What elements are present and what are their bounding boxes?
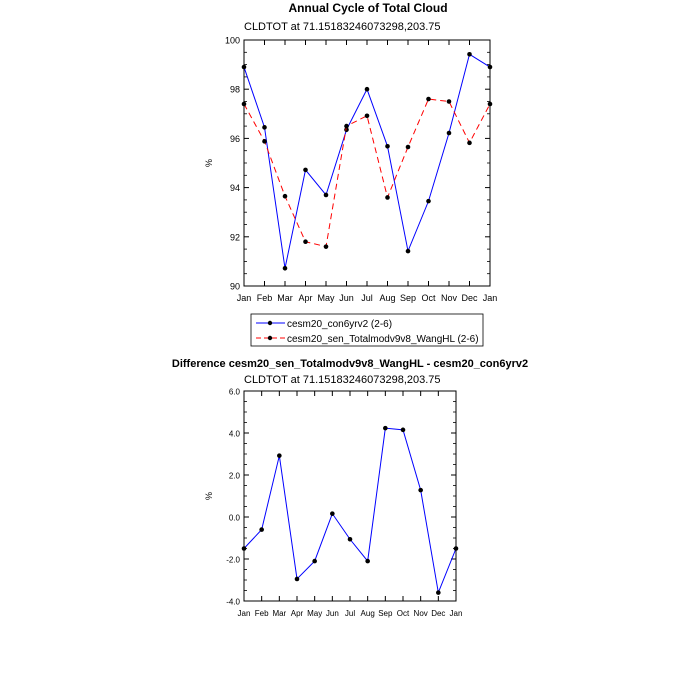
chart1-subtitle: CLDTOT at 71.15183246073298,203.75 [244, 21, 441, 33]
chart1-series-1-point [385, 144, 390, 149]
chart1-ytick-label: 92 [229, 232, 240, 243]
chart1-xtick-label: Feb [256, 293, 273, 303]
chart2-series-1-point [418, 488, 423, 493]
chart1-xtick-label: Jan [236, 293, 252, 303]
chart2-xtick-label: Jan [449, 609, 463, 618]
chart1-series-2-point [365, 113, 370, 118]
chart2-xtick-label: May [307, 609, 323, 618]
chart1-plot [204, 36, 497, 304]
chart1-ylabel: % [204, 158, 214, 168]
chart1-xtick-label: Dec [461, 293, 478, 303]
chart1-series-1-point [467, 52, 472, 57]
chart2-xtick-label: Feb [254, 609, 269, 618]
chart1-series-2-point [303, 239, 308, 244]
chart1-xtick-label: Nov [440, 293, 458, 303]
chart1-series-1-point [488, 65, 493, 70]
chart1-ytick-label: 94 [229, 183, 240, 194]
chart1-series-1-point [242, 65, 247, 70]
chart1-series-2-point [426, 97, 431, 102]
chart1-xtick-label: Jun [339, 293, 354, 303]
chart2-xtick-label: Jul [344, 609, 356, 618]
chart2-series-1-point [330, 511, 335, 516]
chart2-xtick-label: Dec [431, 609, 446, 618]
chart2-xtick-label: Nov [413, 609, 428, 618]
chart1-series-2-point [324, 244, 329, 249]
chart2-xtick-label: Oct [396, 609, 410, 618]
chart1-series-2-line [244, 99, 490, 247]
chart2-xtick-label: Aug [360, 609, 375, 618]
chart1-series-2-point [488, 102, 493, 107]
chart1-series-1-point [447, 131, 452, 136]
chart1-series-1-point [262, 125, 267, 130]
chart1-xtick-label: Mar [277, 293, 293, 303]
chart1-series-1-point [283, 266, 288, 271]
chart1-series-1-point [426, 199, 431, 204]
chart2-title: Difference cesm20_sen_Totalmodv9v8_WangHL - cesm20_con6yrv2 [171, 358, 529, 370]
chart2-series-1-point [401, 428, 406, 433]
chart1-series-2-point [447, 99, 452, 104]
chart2-series-1-point [277, 453, 282, 458]
chart1-series-1-point [303, 168, 308, 173]
chart1-xtick-label: Apr [298, 293, 313, 303]
chart1-xtick-label: May [317, 293, 335, 303]
legend-marker-series-1 [268, 321, 272, 325]
chart2-series-1-point [259, 527, 264, 532]
chart1-series-1-point [365, 87, 370, 92]
chart1-xtick-label: Jul [361, 293, 373, 303]
legend-label-series-2: cesm20_sen_Totalmodv9v8_WangHL (2-6) [287, 334, 479, 345]
chart2-xtick-label: Mar [272, 609, 287, 618]
chart1-series-2-point [385, 195, 390, 200]
chart2-ylabel: % [204, 491, 214, 501]
chart1-series-2-point [242, 102, 247, 107]
chart2-subtitle: CLDTOT at 71.15183246073298,203.75 [244, 374, 441, 386]
chart1-series-1-point [324, 193, 329, 198]
chart1-ytick-label: 100 [224, 35, 240, 46]
chart2-series-1-point [295, 577, 300, 582]
legend-label-series-1: cesm20_con6yrv2 (2-6) [287, 319, 393, 330]
chart2-series-1-point [365, 559, 370, 564]
chart1-series-2-point [283, 194, 288, 199]
chart2-ytick-label: -4.0 [226, 597, 240, 607]
chart2-xtick-label: Apr [290, 609, 304, 618]
chart2-xtick-label: Jun [325, 609, 339, 618]
chart1-frame [244, 40, 490, 286]
chart2-xtick-label: Jan [237, 609, 251, 618]
chart2-series-1-point [348, 537, 353, 542]
chart2-ytick-label: 4.0 [228, 429, 240, 439]
chart1-series-2-point [344, 124, 349, 129]
legend-marker-series-2 [268, 336, 272, 340]
chart2-plot [204, 388, 462, 619]
chart2-series-1-point [454, 546, 459, 551]
chart2-series-1-point [436, 590, 441, 595]
chart1-series-2-point [467, 141, 472, 146]
chart2-series-1-point [242, 546, 247, 551]
chart1-xtick-label: Jan [482, 293, 498, 303]
chart1-series-1-line [244, 54, 490, 268]
chart1-legend [251, 314, 483, 346]
chart1-xtick-label: Oct [421, 293, 436, 303]
chart1-title: Annual Cycle of Total Cloud [288, 1, 448, 15]
chart1-ytick-label: 98 [229, 84, 240, 95]
chart1-xtick-label: Sep [399, 293, 417, 303]
chart1-series-2-point [406, 145, 411, 150]
chart2-series-1-point [383, 426, 388, 431]
chart1-ytick-label: 96 [229, 133, 240, 144]
chart2-series-1-point [312, 559, 317, 564]
chart2-xtick-label: Sep [378, 609, 393, 618]
chart2-frame [244, 391, 456, 601]
chart1-xtick-label: Aug [379, 293, 396, 303]
chart2-ytick-label: -2.0 [226, 555, 240, 565]
chart2-ytick-label: 6.0 [228, 387, 240, 397]
chart2-ytick-label: 2.0 [228, 471, 240, 481]
chart1-series-2-point [262, 139, 267, 144]
chart2-series-1-line [244, 428, 456, 592]
chart2-ytick-label: 0.0 [228, 513, 240, 523]
chart1-ytick-label: 90 [229, 281, 240, 292]
chart1-series-1-point [406, 249, 411, 254]
